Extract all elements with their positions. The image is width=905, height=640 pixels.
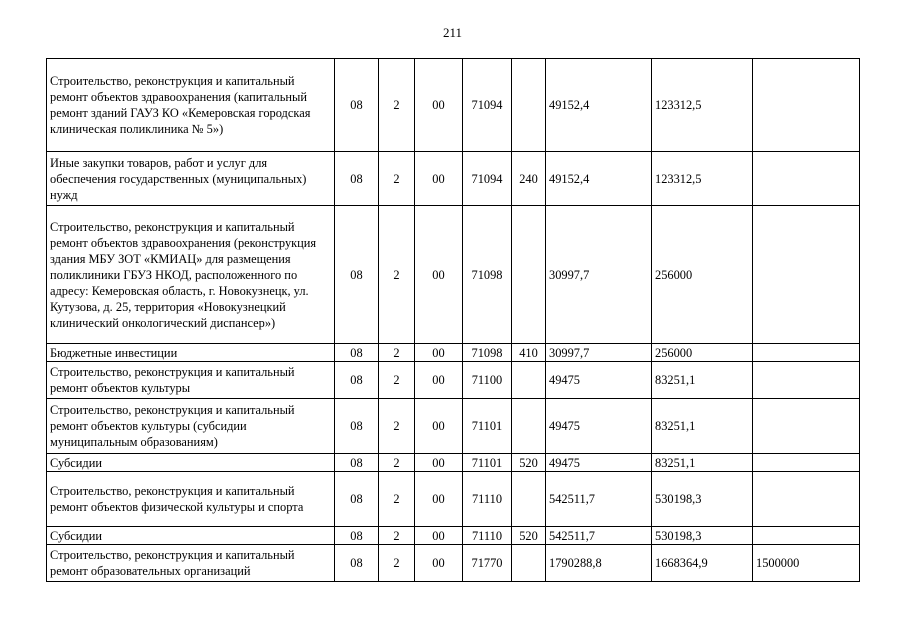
subsection-code: 2 bbox=[379, 59, 415, 152]
table-row bbox=[47, 344, 860, 362]
target-code-part: 00 bbox=[415, 472, 463, 527]
amount-3 bbox=[753, 206, 860, 344]
expense-type-code: 520 bbox=[512, 454, 546, 472]
amount-3: 1500000 bbox=[753, 545, 860, 582]
amount-3 bbox=[753, 399, 860, 454]
amount-1: 30997,7 bbox=[546, 206, 652, 344]
amount-1: 542511,7 bbox=[546, 472, 652, 527]
target-code-part: 00 bbox=[415, 344, 463, 362]
section-code: 08 bbox=[335, 527, 379, 545]
amount-2: 256000 bbox=[652, 344, 753, 362]
expense-type-code bbox=[512, 545, 546, 582]
amount-3 bbox=[753, 527, 860, 545]
target-code-number: 71101 bbox=[463, 399, 512, 454]
amount-3 bbox=[753, 59, 860, 152]
amount-2: 123312,5 bbox=[652, 152, 753, 206]
amount-2: 83251,1 bbox=[652, 454, 753, 472]
target-code-number: 71094 bbox=[463, 152, 512, 206]
target-code-number: 71094 bbox=[463, 59, 512, 152]
amount-2: 83251,1 bbox=[652, 362, 753, 399]
row-name: Строительство, реконструкция и капитальный ремонт объектов здравоохранения (капитальный ремонт зданий ГАУЗ КО «Кемеровская городская клиническая поликлиника № 5») bbox=[47, 59, 335, 152]
table-row bbox=[47, 527, 860, 545]
target-code-part: 00 bbox=[415, 206, 463, 344]
expense-type-code: 520 bbox=[512, 527, 546, 545]
amount-3 bbox=[753, 472, 860, 527]
expense-type-code bbox=[512, 399, 546, 454]
target-code-number: 71101 bbox=[463, 454, 512, 472]
section-code: 08 bbox=[335, 472, 379, 527]
expense-type-code: 410 bbox=[512, 344, 546, 362]
subsection-code: 2 bbox=[379, 206, 415, 344]
target-code-part: 00 bbox=[415, 152, 463, 206]
subsection-code: 2 bbox=[379, 472, 415, 527]
amount-1: 542511,7 bbox=[546, 527, 652, 545]
amount-1: 49152,4 bbox=[546, 152, 652, 206]
expense-type-code bbox=[512, 59, 546, 152]
row-name: Строительство, реконструкция и капитальный ремонт объектов культуры (субсидии муниципальным образованиям) bbox=[47, 399, 335, 454]
amount-3 bbox=[753, 454, 860, 472]
table-row bbox=[47, 152, 860, 206]
subsection-code: 2 bbox=[379, 454, 415, 472]
amount-2: 530198,3 bbox=[652, 472, 753, 527]
section-code: 08 bbox=[335, 59, 379, 152]
row-name: Бюджетные инвестиции bbox=[47, 344, 335, 362]
expense-type-code: 240 bbox=[512, 152, 546, 206]
row-name: Иные закупки товаров, работ и услуг для обеспечения государственных (муниципальных) нужд bbox=[47, 152, 335, 206]
target-code-part: 00 bbox=[415, 454, 463, 472]
row-name: Строительство, реконструкция и капитальный ремонт объектов культуры bbox=[47, 362, 335, 399]
amount-2: 83251,1 bbox=[652, 399, 753, 454]
amount-2: 530198,3 bbox=[652, 527, 753, 545]
expense-type-code bbox=[512, 362, 546, 399]
subsection-code: 2 bbox=[379, 362, 415, 399]
row-name: Субсидии bbox=[47, 527, 335, 545]
target-code-number: 71100 bbox=[463, 362, 512, 399]
subsection-code: 2 bbox=[379, 527, 415, 545]
target-code-part: 00 bbox=[415, 59, 463, 152]
row-name: Строительство, реконструкция и капитальный ремонт объектов физической культуры и спорта bbox=[47, 472, 335, 527]
budget-table bbox=[46, 58, 860, 582]
target-code-number: 71110 bbox=[463, 472, 512, 527]
section-code: 08 bbox=[335, 545, 379, 582]
amount-1: 30997,7 bbox=[546, 344, 652, 362]
section-code: 08 bbox=[335, 152, 379, 206]
target-code-part: 00 bbox=[415, 399, 463, 454]
target-code-number: 71098 bbox=[463, 206, 512, 344]
amount-1: 49475 bbox=[546, 454, 652, 472]
amount-2: 1668364,9 bbox=[652, 545, 753, 582]
target-code-part: 00 bbox=[415, 527, 463, 545]
amount-2: 123312,5 bbox=[652, 59, 753, 152]
amount-3 bbox=[753, 362, 860, 399]
section-code: 08 bbox=[335, 206, 379, 344]
row-name: Строительство, реконструкция и капитальный ремонт образовательных организаций bbox=[47, 545, 335, 582]
amount-3 bbox=[753, 344, 860, 362]
table-row bbox=[47, 545, 860, 582]
subsection-code: 2 bbox=[379, 344, 415, 362]
page-number: 211 bbox=[442, 25, 463, 40]
target-code-part: 00 bbox=[415, 362, 463, 399]
amount-1: 49475 bbox=[546, 399, 652, 454]
target-code-number: 71110 bbox=[463, 527, 512, 545]
section-code: 08 bbox=[335, 362, 379, 399]
amount-3 bbox=[753, 152, 860, 206]
subsection-code: 2 bbox=[379, 399, 415, 454]
table-row bbox=[47, 454, 860, 472]
expense-type-code bbox=[512, 472, 546, 527]
amount-1: 1790288,8 bbox=[546, 545, 652, 582]
table-row bbox=[47, 362, 860, 399]
target-code-number: 71770 bbox=[463, 545, 512, 582]
row-name: Строительство, реконструкция и капитальный ремонт объектов здравоохранения (реконструкция здания МБУ ЗОТ «КМИАЦ» для размещения поликлиники ГБУЗ НКОД, расположенного по адресу: Кемеровская область, г. Новокузнецк, ул. Кутузова, д. 25, территория «Новокузнецкий клинический онкологический диспансер») bbox=[47, 206, 335, 344]
subsection-code: 2 bbox=[379, 545, 415, 582]
subsection-code: 2 bbox=[379, 152, 415, 206]
table-row bbox=[47, 399, 860, 454]
section-code: 08 bbox=[335, 344, 379, 362]
amount-1: 49152,4 bbox=[546, 59, 652, 152]
expense-type-code bbox=[512, 206, 546, 344]
section-code: 08 bbox=[335, 454, 379, 472]
target-code-part: 00 bbox=[415, 545, 463, 582]
amount-1: 49475 bbox=[546, 362, 652, 399]
row-name: Субсидии bbox=[47, 454, 335, 472]
section-code: 08 bbox=[335, 399, 379, 454]
target-code-number: 71098 bbox=[463, 344, 512, 362]
table-row bbox=[47, 472, 860, 527]
table-row bbox=[47, 206, 860, 344]
table-row bbox=[47, 59, 860, 152]
amount-2: 256000 bbox=[652, 206, 753, 344]
